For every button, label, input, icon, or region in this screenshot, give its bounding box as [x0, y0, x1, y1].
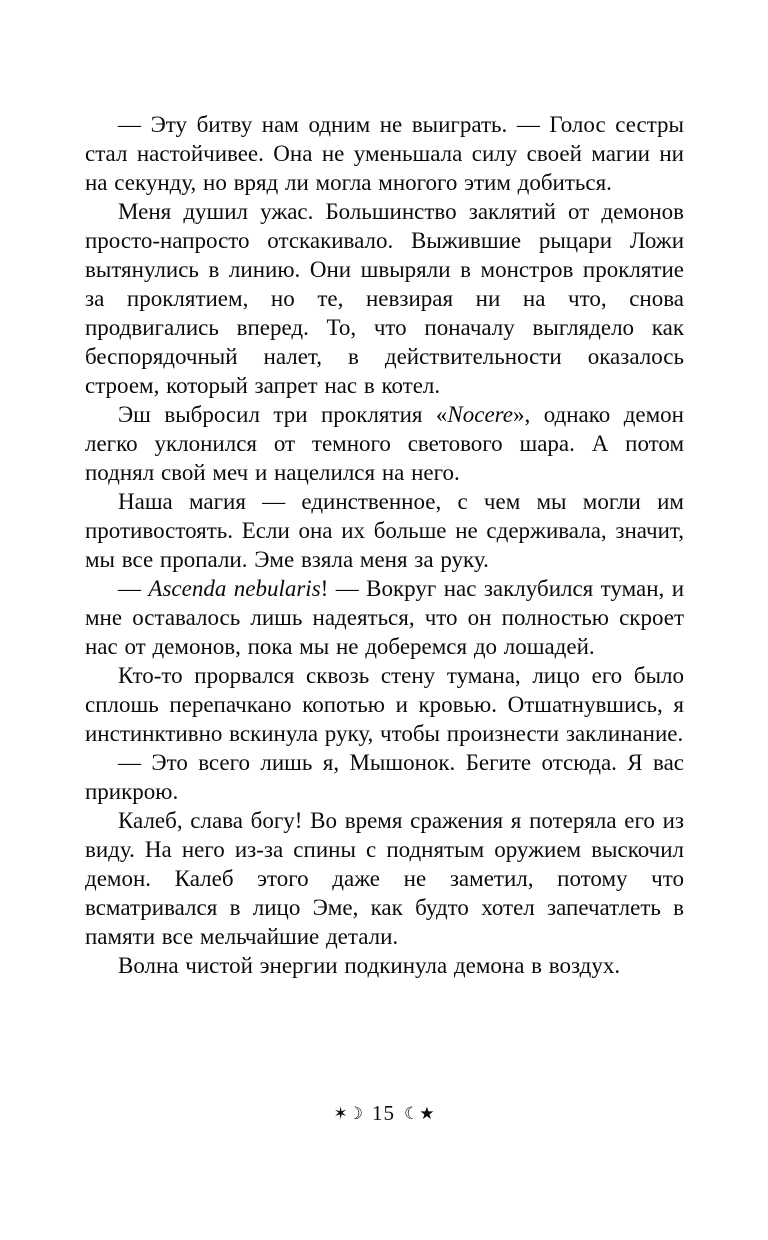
paragraph [85, 487, 684, 574]
body-text: Эш выбросил три проклятия « [118, 402, 448, 427]
moon-left-icon: ☽ [347, 1104, 363, 1124]
paragraph [85, 748, 684, 806]
body-text: Калеб, слава богу! Во время сражения я потеряла его из виду. На него из-за спины с поднятым оружием выскочил демон. Калеб этого даже не заметил, потому что всматривался в лицо Эме, как будто хотел запечатлеть в памяти все мельчайшие детали. [85, 808, 684, 949]
italic-spell-text: Ascenda nebularis [148, 576, 321, 601]
text-block [85, 110, 684, 980]
moon-right-icon: ☾ [404, 1104, 420, 1124]
body-text: — Это всего лишь я, Мышонок. Бегите отсюда. Я вас прикрою. [85, 750, 684, 804]
body-text: », однако демон легко уклонился от темного светового шара. А потом поднял свой меч и нацелился на него. [85, 402, 684, 485]
body-text: Волна чистой энергии подкинула демона в воздух. [118, 953, 621, 978]
body-text: Кто-то прорвался сквозь стену тумана, лицо его было сплошь перепачкано копотью и кровью. Отшатнувшись, я инстинктивно вскинула руку, чтобы произнести заклинание. [85, 663, 684, 746]
paragraph [85, 400, 684, 487]
page-footer [0, 1100, 768, 1127]
page-number: 15 [372, 1101, 395, 1125]
body-text: ! — Вокруг нас заклубился туман, и мне оставалось лишь надеяться, что он полностью скроет нас от демонов, пока мы не доберемся до лошадей. [85, 576, 685, 659]
paragraph [85, 951, 684, 980]
paragraph [85, 661, 684, 748]
paragraph [85, 110, 684, 197]
body-text: — Эту битву нам одним не выиграть. — Голос сестры стал настойчивее. Она не уменьшала силу своей магии ни на секунду, но вряд ли могла многого этим добиться. [85, 112, 684, 195]
paragraph [85, 806, 684, 951]
star-left-icon: ✶ [333, 1104, 348, 1124]
paragraph [85, 574, 684, 661]
body-text: Наша магия — единственное, с чем мы могли им противостоять. Если она их больше не сдерживала, значит, мы все пропали. Эме взяла меня за руку. [85, 489, 684, 572]
body-text: — [118, 576, 149, 601]
paragraph [85, 197, 684, 400]
body-text: Меня душил ужас. Большинство заклятий от демонов просто-напросто отскакивало. Выжившие рыцари Ложи вытянулись в линию. Они швыряли в монстров проклятие за проклятием, но те, невзирая ни на что, снова продвигались вперед. То, что поначалу выглядело как беспорядочный налет, в действительности оказалось строем, который запрет нас в котел. [85, 199, 684, 398]
italic-spell-text: Nocere [447, 402, 513, 427]
star-right-icon: ★ [419, 1104, 435, 1124]
